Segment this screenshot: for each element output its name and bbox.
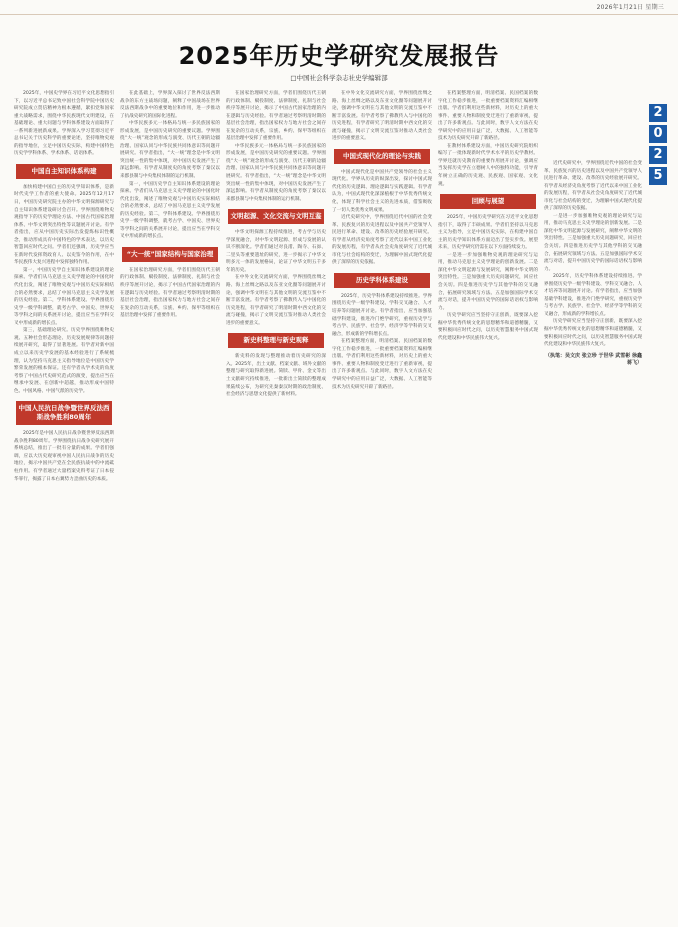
body-paragraph: 2025年，历史学科体系建设持续推进。学界围绕历史学一级学科建设、学科交叉融合、人才培养等问题展开讨论。有学者指出，应当加强基础学科建设，推进冷门绝学研究，重视历史学与考古学、民族学、社会学、经济学等学科的交叉融合，形成新的学科增长点。 <box>544 274 642 317</box>
year-digit: 0 <box>649 125 667 143</box>
section-heading: 中国自主知识体系构建 <box>16 164 112 179</box>
body-paragraph: 2025年，中国史学界在习近平文化思想指引下，以习近平总书记致中国社会科学院中国历史研究院成立贺信精神为根本遵循，紧扣党和国家重大战略需求，围绕中华民族现代文明建设，在基础理论、重大问题与学科体系建设方面取得了一系列新进展新成果。学界深入学习贯彻习近平总书记关于历史科学的重要论述，坚持唯物史观的指导地位，立足中国历史实际，构建中国特色历史学学科体系、学术体系、话语体系。 <box>14 91 114 157</box>
article-column-6 <box>544 160 642 920</box>
body-paragraph: 在中外文化交流研究方面，学界围绕丝绸之路、海上丝绸之路以及东亚文化圈等问题展开讨论，强调中华文明在与其他文明的交流互鉴中不断丰富发展。有学者考察了佛教传入与中国化的历史进程，有学者研究了明清时期中西文化的交流与碰撞，揭示了文明交流互鉴对推动人类社会进步的重要意义。 <box>226 275 326 326</box>
author-credits: （执笔：吴文庆 张立珍 于世华 武雪彬 徐鑫 蒋飞） <box>545 352 642 366</box>
body-paragraph: 2025年，中国历史学研究在习近平文化思想指引下，取得了丰硕成果。学者们坚持以马克思主义为指导，立足中国历史实际，在构建中国自主的历史学知识体系方面迈出了坚实步伐。展望未来，历史学研究仍需在以下方面持续发力。 <box>438 215 538 251</box>
body-paragraph: 中华文明探源工程持续推进，考古学与历史学深度融合，对中华文明起源、形成与发展的认识不断深化。学者们通过对良渚、陶寺、石峁、二里头等重要遗址的研究，进一步揭示了中华文明多元一体的发展格局，论证了中华文明五千多年的历史。 <box>226 230 326 273</box>
section-heading: 中国人民抗日战争暨世界反法西斯战争胜利80周年 <box>16 401 112 425</box>
body-paragraph: 第一，中国历史学自主知识体系建设的理论探索。学者们从马克思主义史学理论的中国化时代化出发，阐述了唯物史观与中国历史实际相结合的必然要求，总结了中国马克思主义史学发展的历史经验。第二，学科体系建设。学界围绕历史学一级学科调整，就考古学、中国史、世界史等学科之间的关系展开讨论，提出应当在学科交叉中形成新的增长点。 <box>120 181 220 240</box>
body-paragraph: 近代史研究中，学界围绕近代中国的社会变革、民族复兴的历史进程以及中国共产党领导人民进行革命、建设、改革的历史经验展开研究。有学者从经济史角度考察了近代以来中国工业化的发展历程，有学者从社会史角度研究了近代城市化与社会结构的变迁，为理解中国式现代化提供了深厚的历史依据。 <box>332 215 432 266</box>
body-paragraph: 历史学研究应当坚持守正创新，既要深入挖掘中华优秀传统文化的思想精华和道德精髓，又要积极回应时代之问，以历史智慧服务中国式现代化建设和中华民族伟大复兴。 <box>544 319 642 348</box>
article-column-1 <box>14 90 114 920</box>
body-paragraph: 在档案整理方面，明清档案、民国档案的数字化工作稳步推进，一批重要档案资料汇编相继出版。学者们利用这些新材料，对历史上的重大事件、重要人物和制度变迁进行了重新审视，提出了许多新观点。与此同时，数字人文方法在史学研究中的应用日益广泛，大数据、人工智能等技术为历史研究开辟了新路径。 <box>332 339 432 390</box>
section-heading: 文明起源、文化交流与文明互鉴 <box>228 209 324 224</box>
body-paragraph: 在档案整理方面，明清档案、民国档案的数字化工作稳步推进，一批重要档案资料汇编相继出版。学者们利用这些新材料，对历史上的重大事件、重要人物和制度变迁进行了重新审视，提出了许多新观点。与此同时，数字人文方法在史学研究中的应用日益广泛，大数据、人工智能等技术为历史研究开辟了新路径。 <box>438 91 538 142</box>
body-paragraph: 在教材体系建设方面，中国历史研究院组织编写了一批体现新时代学术水平的历史学教材。学界还就历史教育的重要作用展开讨论，强调应当发挥历史学在立德树人中的独特功能，引导青年树立正确的历史观、民族观、国家观、文化观。 <box>438 143 538 187</box>
body-paragraph: 加快构建中国自主的历史学知识体系，是新时代史学工作者的重大使命。2025年12月17日，中国历史研究院主办的中华文明探源研究与自主知识体系建设研讨会召开。学界围绕唯物史观指导下的历史学理论方法、中国古代国家治理体系、中华文明突出特性等议题展开讨论。有学者指出，应从中国历史实际出发提炼标识性概念，推动形成具有中国特色的学术表达，以历史智慧回应时代之问。学者们还强调，历史学应当在新时代发挥资政育人、以史鉴今的作用，在中华民族伟大复兴进程中发挥独特作用。 <box>14 184 114 266</box>
section-heading: 中国式现代化的理论与实践 <box>334 149 430 164</box>
body-paragraph: 中华民族多元一体格局与统一多民族国家的形成发展，是中国历史研究的重要议题。学界围绕“大一统”观念的形成与演变、历代王朝的边疆治理、国家认同与中华民族共同体意识等问题开展研究。有学者指出，“大一统”理念是中华文明突出统一性的集中体现，对中国历史发展产生了深远影响。有学者从制度史的角度考察了秦汉以来郡县制与中央集权体制的运行机制。 <box>120 121 220 180</box>
body-paragraph: 历史学研究应当坚持守正创新，既要深入挖掘中华优秀传统文化的思想精华和道德精髓，又要积极回应时代之问，以历史智慧服务中国式现代化建设和中华民族伟大复兴。 <box>438 313 538 341</box>
body-paragraph: 一是进一步加强唯物史观的理论研究与运用，推动马克思主义史学理论的创新发展。二是深化中华文明起源与发展研究，阐释中华文明的突出特性。三是加强重大历史问题研究，回应社会关切。四是推进历史学与其他学科的交叉融合，拓展研究领域与方法。五是加强国际学术交流与对话，提升中国历史学的国际话语权与影响力。 <box>544 213 642 272</box>
article-column-5 <box>438 90 538 920</box>
body-paragraph: 2025年是中国人民抗日战争暨世界反法西斯战争胜利80周年。学界围绕抗日战争史研究展开系统总结，推出了一批有分量的成果。学者们强调，应以大历史观审视中国人民抗日战争的历史地位，揭示中国共产党在全民族抗战中的中流砥柱作用。有学者通过大量档案史料考证了日本侵华罪行，揭露了日本右翼势力歪曲历史的本质。 <box>14 431 114 482</box>
body-paragraph: 新史料的发现与整理推动着历史研究的深入。2025年，出土文献、档案文献、域外文献的整理与研究取得新进展。简牍、甲骨、金文等出土文献研究持续推进，一批新出土简牍的整理成果陆续公布，为研究先秦秦汉时期的政治制度、社会经济与思想文化提供了新材料。 <box>226 354 326 398</box>
article-column-2 <box>120 90 220 920</box>
body-paragraph: 第三，基础理论研究。历史学界围绕唯物史观、五种社会形态理论、历史发展规律等问题持续展开研究，取得了显著进展。有学者对新中国成立以来历史学发展的基本经验进行了系统梳理，认为坚持马克思主义指导地位是中国历史学繁荣发展的根本保证。还有学者从学术史的角度考察了中国古代史研究范式的演变，提出应当在继承中发展、在创新中超越，推动形成中国特色、中国风格、中国气派的历史学。 <box>14 328 114 394</box>
year-digit: 5 <box>649 167 667 185</box>
body-paragraph: 在此基础上，学界深入探讨了世界反法西斯战争的东方主战场问题，阐释了中国战场在世界反法西斯战争中的重要地位和作用，进一步推动了抗战史研究的国际化进程。 <box>120 91 220 119</box>
year-digit: 2 <box>649 146 667 164</box>
article-headline: 2025年历史学研究发展报告 <box>178 42 500 70</box>
body-paragraph: 在国家治理研究方面，学者们围绕历代王朝的行政体制、赋役制度、法律制度、礼制与社会秩序等展开讨论，揭示了中国古代国家治理的内在逻辑与历史经验。有学者通过考察明清时期的基层社会治理，指出国家权力与地方社会之间存在复杂的互动关系，宗族、乡约、保甲等组织在基层治理中发挥了重要作用。 <box>120 267 220 319</box>
body-paragraph: 在中外文化交流研究方面，学界围绕丝绸之路、海上丝绸之路以及东亚文化圈等问题展开讨论，强调中华文明在与其他文明的交流互鉴中不断丰富发展。有学者考察了佛教传入与中国化的历史进程，有学者研究了明清时期中西文化的交流与碰撞，揭示了文明交流互鉴对推动人类社会进步的重要意义。 <box>332 91 432 142</box>
body-paragraph: 一是进一步加强唯物史观的理论研究与运用，推动马克思主义史学理论的创新发展。二是深化中华文明起源与发展研究，阐释中华文明的突出特性。三是加强重大历史问题研究，回应社会关切。四是推进历史学与其他学科的交叉融合，拓展研究领域与方法。五是加强国际学术交流与对话，提升中国历史学的国际话语权与影响力。 <box>438 252 538 311</box>
article-column-4 <box>332 90 432 920</box>
year-digit: 2 <box>649 104 667 122</box>
section-heading: “大一统”国家结构与国家治理 <box>122 247 218 262</box>
article-byline: □中国社会科学杂志社史学编辑部 <box>290 74 388 82</box>
body-paragraph: 2025年，历史学科体系建设持续推进。学界围绕历史学一级学科建设、学科交叉融合、人才培养等问题展开讨论。有学者指出，应当加强基础学科建设，推进冷门绝学研究，重视历史学与考古学、民族学、社会学、经济学等学科的交叉融合，形成新的学科增长点。 <box>332 293 432 337</box>
section-heading: 历史学科体系建设 <box>334 273 430 288</box>
publication-date: 2026年1月21日 星期三 <box>596 4 664 11</box>
section-heading: 回顾与展望 <box>440 194 536 209</box>
section-heading: 新史料整理与新史观释 <box>228 333 324 348</box>
body-paragraph: 第一，中国历史学自主知识体系建设的理论探索。学者们从马克思主义史学理论的中国化时代化出发，阐述了唯物史观与中国历史实际相结合的必然要求，总结了中国马克思主义史学发展的历史经验。第二，学科体系建设。学界围绕历史学一级学科调整，就考古学、中国史、世界史等学科之间的关系展开讨论，提出应当在学科交叉中形成新的增长点。 <box>14 267 114 326</box>
masthead-bar <box>0 0 678 15</box>
body-paragraph: 近代史研究中，学界围绕近代中国的社会变革、民族复兴的历史进程以及中国共产党领导人民进行革命、建设、改革的历史经验展开研究。有学者从经济史角度考察了近代以来中国工业化的发展历程，有学者从社会史角度研究了近代城市化与社会结构的变迁，为理解中国式现代化提供了深厚的历史依据。 <box>544 161 642 212</box>
body-paragraph: 中国式现代化是中国共产党领导的社会主义现代化。学界从历史的纵深出发，探讨中国式现代化的历史逻辑、理论逻辑与实践逻辑。有学者认为，中国式现代化深深植根于中华优秀传统文化，体现了科学社会主义的先进本质，借鉴吸收了一切人类优秀文明成果。 <box>332 169 432 213</box>
body-paragraph: 在国家治理研究方面，学者们围绕历代王朝的行政体制、赋役制度、法律制度、礼制与社会秩序等展开讨论，揭示了中国古代国家治理的内在逻辑与历史经验。有学者通过考察明清时期的基层社会治理，指出国家权力与地方社会之间存在复杂的互动关系，宗族、乡约、保甲等组织在基层治理中发挥了重要作用。 <box>226 91 326 142</box>
year-badge <box>649 104 667 188</box>
article-column-3 <box>226 90 326 920</box>
body-paragraph: 中华民族多元一体格局与统一多民族国家的形成发展，是中国历史研究的重要议题。学界围绕“大一统”观念的形成与演变、历代王朝的边疆治理、国家认同与中华民族共同体意识等问题开展研究。有学者指出，“大一统”理念是中华文明突出统一性的集中体现，对中国历史发展产生了深远影响。有学者从制度史的角度考察了秦汉以来郡县制与中央集权体制的运行机制。 <box>226 143 326 202</box>
